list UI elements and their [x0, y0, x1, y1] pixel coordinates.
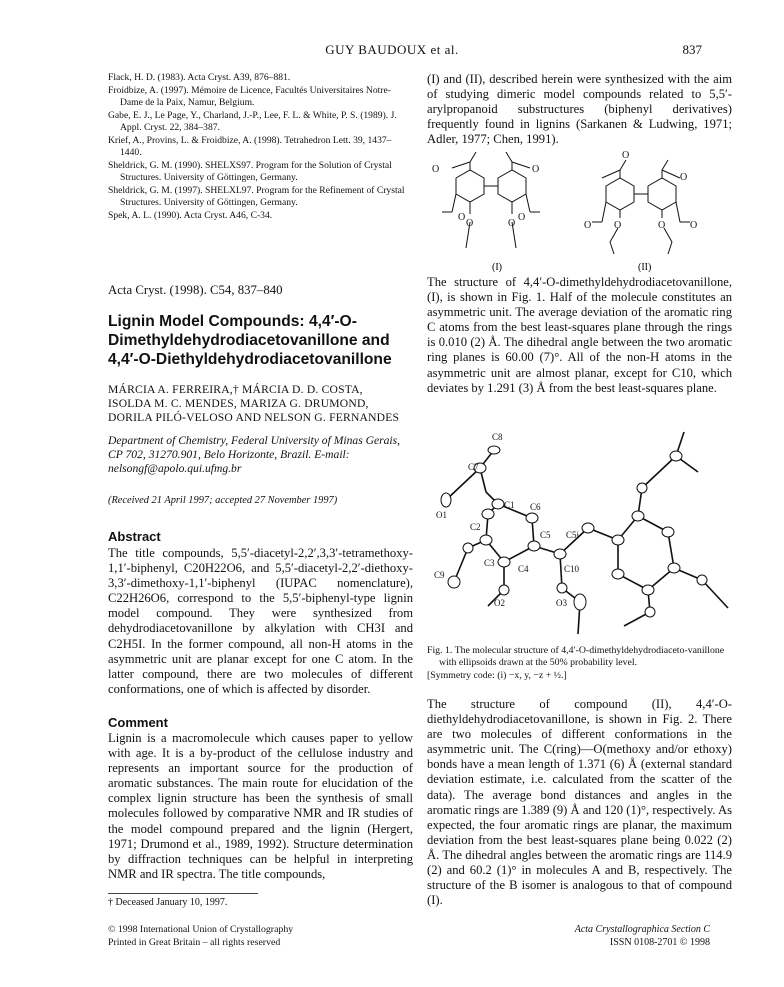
atom-label: C10: [564, 564, 580, 574]
running-header-author: GUY BAUDOUX et al.: [325, 42, 459, 57]
oxygen-label: O: [532, 164, 540, 175]
figure-caption: [427, 645, 732, 682]
oxygen-label: O: [622, 150, 630, 161]
atom-ellipsoid: [480, 535, 492, 545]
atom-ellipsoid: [463, 543, 473, 553]
atom-ellipsoid: [526, 513, 538, 523]
atom-ellipsoid: [498, 557, 510, 567]
author-line: MÁRCIA A. FERREIRA,† MÁRCIA D. D. COSTA,: [108, 383, 363, 396]
oxygen-label: O: [432, 164, 440, 175]
structure-I-text: The structure of 4,4′-O-dimethyldehydrodiacetovanillone, (I), is shown in Fig. 1. Half of the molecule constitutes an asymmetric unit. The average deviation of the aromatic ring C atoms from the best least-squares plane through the rings is 0.010 (2) Å. The dihedral angle between the two aromatic ring planes is 60.00 (7)°. All of the non-H atoms in the asymmetric unit are almost planar, except for C10, which deviates by 1.291 (3) Å from the best least-squares plane.: [427, 275, 732, 395]
atom-label: C8: [492, 432, 503, 442]
atom-ellipsoid: [448, 576, 460, 588]
reference-item: Flack, H. D. (1983). Acta Cryst. A39, 876–881.: [108, 72, 291, 83]
atom-ellipsoid: [554, 549, 566, 559]
benzene-ring: [456, 170, 484, 202]
atom-ellipsoid: [499, 585, 509, 595]
atom-label: C9: [434, 570, 445, 580]
atom-ellipsoid: [637, 483, 647, 493]
footnote: † Deceased January 10, 1997.: [108, 897, 228, 908]
atom-ellipsoid: [645, 607, 655, 617]
atom-label: O2: [494, 598, 505, 608]
atom-ellipsoid: [670, 451, 682, 461]
atom-ellipsoid: [574, 594, 586, 610]
atom-ellipsoid: [612, 569, 624, 579]
atom-label: C3: [484, 558, 495, 568]
atom-ellipsoid: [662, 527, 674, 537]
article-title: Lignin Model Compounds: 4,4′-O-Dimethyldehydrodiacetovanillone and 4,4′-O-Diethyldehydrodiacetovanillone: [108, 313, 392, 368]
reference-item: Sheldrick, G. M. (1997). SHELXL97. Program for the Refinement of Crystal Structures. University of Göttingen, Germany.: [108, 184, 405, 208]
oxygen-label: O: [658, 220, 666, 231]
atom-ellipsoid: [441, 493, 451, 507]
atom-ellipsoid: [557, 583, 567, 593]
journal-footer: [575, 924, 710, 949]
scheme-label-II: (II): [638, 262, 652, 273]
atom-ellipsoid: [582, 523, 594, 533]
author-line: ISOLDA M. C. MENDES, MARIZA G. DRUMOND,: [108, 397, 369, 411]
reference-list: [108, 72, 413, 222]
received-date: (Received 21 April 1997; accepted 27 November 1997): [108, 495, 338, 506]
reference-item: Krief, A., Provins, L. & Froidbize, A. (1998). Tetrahedron Lett. 39, 1437–1440.: [108, 134, 392, 158]
oxygen-label: O: [680, 172, 688, 183]
benzene-ring: [606, 178, 634, 210]
benzene-ring: [648, 178, 676, 210]
atom-ellipsoid: [697, 575, 707, 585]
atom-label: C5i: [566, 530, 580, 540]
abstract-text: The title compounds, 5,5′-diacetyl-2,2′,3,3′-tetramethoxy-1,1′-biphenyl, C20H22O6, and 5,5′-diacetyl-2,2′-diethoxy-3,3′-dimethoxy-1,1′-biphenyl (IUPAC nomenclature), C22H26O6, correspond to the 5,5′-biphenyl-type lignin model compound. They were synthesized from dehydrodiacetovanillone by alkylation with CH3I and C2H5I. In the former compound, all non-H atoms in the asymmetric unit are planar except for one C atom. In the latter compound, there are two molecules of different conformations, one of which is affected by disorder.: [108, 546, 413, 696]
abstract-heading: Abstract: [108, 529, 161, 544]
article-citation: Acta Cryst. (1998). C54, 837–840: [108, 283, 283, 297]
reference-item: Spek, A. L. (1990). Acta Cryst. A46, C-34.: [108, 209, 273, 221]
copyright-line: © 1998 International Union of Crystallography: [108, 924, 294, 935]
oxygen-label: O: [466, 218, 474, 229]
atom-label: O3: [556, 598, 567, 608]
atom-ellipsoid: [528, 541, 540, 551]
atom-ellipsoid: [492, 499, 504, 509]
atom-label: C7: [468, 462, 479, 472]
oxygen-label: O: [518, 212, 526, 223]
footnote-rule: [108, 893, 258, 894]
affiliation: Department of Chemistry, Federal University of Minas Gerais, CP 702, 31270.901, Belo Horizonte, Brazil. E-mail: nelsongf@apolo.qui.ufmg.br: [108, 434, 401, 475]
journal-name: Acta Crystallographica Section C: [574, 924, 710, 935]
comment-text: Lignin is a macromolecule which causes paper to yellow with age. It is a by-product of the cellulose industry and represents an important source for the production of aromatic substances. The main route for elucidation of the complex lignin structure has been the synthesis of small molecules followed by comparative NMR and IR studies of the model compound prepared and the lignin (Hergert, 1971; Drumond et al., 1989, 1992). Structure determination by diffraction techniques can be helpful in interpreting NMR and IR spectra. The title compounds,: [108, 731, 413, 881]
intro-text-right: (I) and (II), described herein were synthesized with the aim of studying dimeric model compounds related to 5,5′-arylpropanoid substructures (biphenyl derivatives) frequently found in lignins (Sarkanen & Ludwing, 1971; Adler, 1977; Chen, 1991).: [427, 72, 732, 147]
ortep-figure: [428, 412, 734, 640]
oxygen-label: O: [584, 220, 592, 231]
atom-label: C2: [470, 522, 481, 532]
atom-ellipsoid: [642, 585, 654, 595]
page-number: 837: [682, 42, 702, 57]
issn: ISSN 0108-2701 © 1998: [609, 936, 710, 948]
atom-ellipsoid: [612, 535, 624, 545]
reference-item: Froidbize, A. (1997). Mémoire de Licence, Facultés Universitaires Notre-Dame de la Paix, Namur, Belgium.: [108, 84, 391, 108]
reference-item: Sheldrick, G. M. (1990). SHELXS97. Program for the Solution of Crystal Structures. University of Göttingen, Germany.: [108, 159, 392, 183]
atom-ellipsoid: [632, 511, 644, 521]
atom-label: C1: [504, 500, 515, 510]
atom-ellipsoid: [668, 563, 680, 573]
atom-label: C4: [518, 564, 529, 574]
scheme-label-I: (I): [492, 262, 502, 273]
author-list: [108, 383, 413, 426]
copyright-notice: [108, 924, 293, 949]
author-line: DORILA PILÓ-VELOSO AND NELSON G. FERNANDES: [108, 411, 400, 425]
symmetry-code: [Symmetry code: (i) −x, y, −z + ½.]: [427, 669, 567, 681]
atom-ellipsoid: [488, 446, 500, 454]
printed-line: Printed in Great Britain – all rights reserved: [108, 936, 281, 948]
atom-label: C5: [540, 530, 551, 540]
reference-item: Gabe, E. J., Le Page, Y., Charland, J.-P., Lee, F. L. & White, P. S. (1989). J. Appl. Cryst. 22, 384–387.: [108, 109, 397, 133]
oxygen-label: O: [690, 220, 698, 231]
atom-label: O1: [436, 510, 447, 520]
chemical-scheme: [428, 148, 734, 274]
structure-II-text: The structure of compound (II), 4,4′-O-diethyldehydrodiacetovanillone, is shown in Fig. 2. There are two molecules of different conformations in the asymmetric unit. The C(ring)—O(methoxy and/or ethoxy) bonds have a mean length of 1.371 (6) Å (external standard deviation estimate, i.e. calculated from the scatter of the data). The average bond distances and angles in the aromatic rings are 1.389 (9) Å and 120 (1)°, respectively. As expected, the four aromatic rings are planar, the maximum deviation from the best least-squares plane being 0.022 (2) Å. The dihedral angles between the aromatic rings are 114.9 (2) and 60.2 (1)° in molecules A and B, respectively. The structure of the B isomer is analogous to that of compound (I).: [427, 697, 732, 908]
atom-label: C6: [530, 502, 541, 512]
oxygen-label: O: [614, 220, 622, 231]
benzene-ring: [498, 170, 526, 202]
oxygen-label: O: [508, 218, 516, 229]
caption-text: Fig. 1. The molecular structure of 4,4′-O-dimethyldehydrodiaceto-vanillone with ellipsoids drawn at the 50% probability level.: [427, 645, 725, 669]
atom-ellipsoid: [482, 509, 494, 519]
comment-heading: Comment: [108, 715, 168, 730]
oxygen-label: O: [458, 212, 466, 223]
